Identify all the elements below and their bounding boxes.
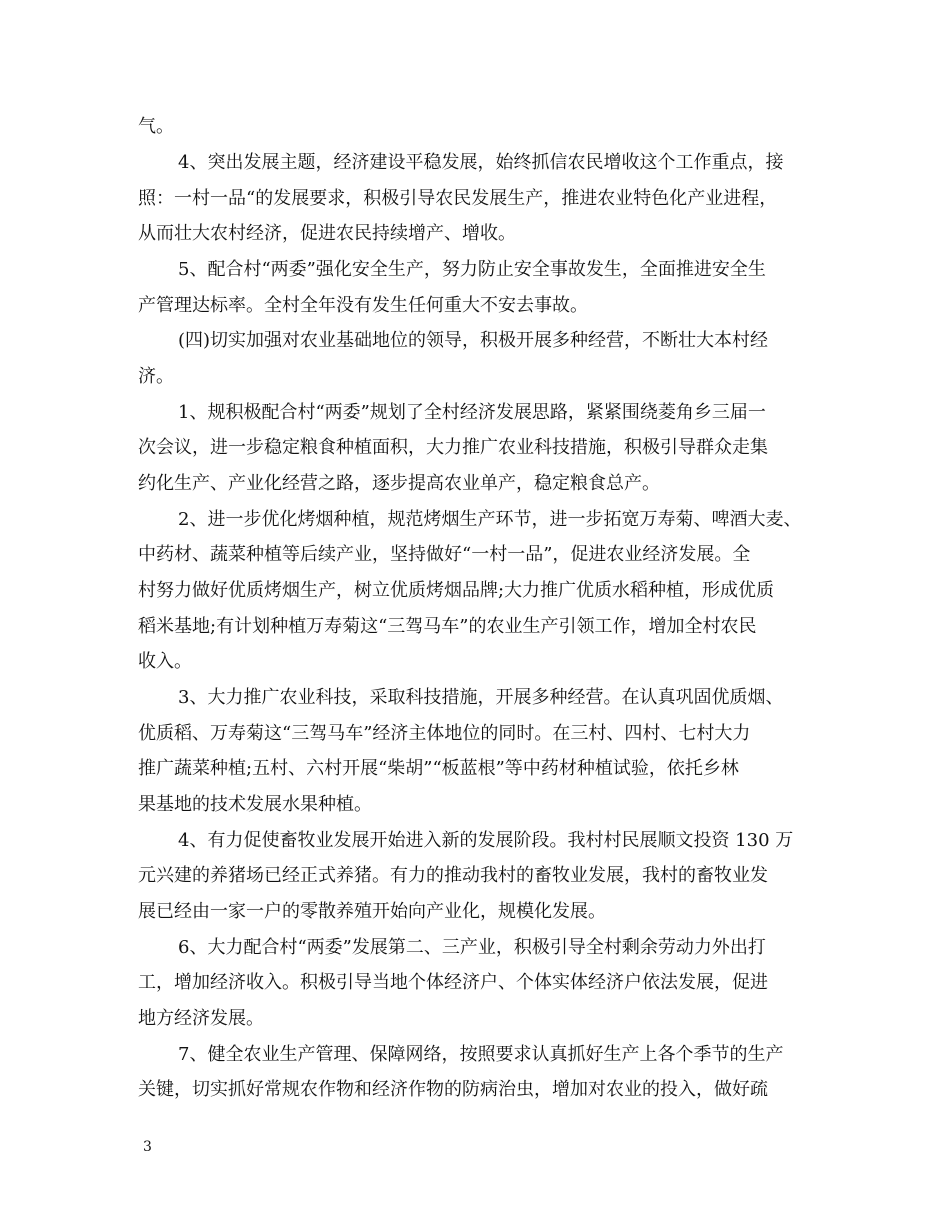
text-line: 济。 — [138, 366, 174, 387]
text-line: 3、大力推广农业科技，采取科技措施，开展多种经营。在认真巩固优质烟、 — [178, 687, 784, 708]
text-line: 次会议，进一步稳定粮食种植面积，大力推广农业科技措施，积极引导群众走集 — [138, 437, 768, 458]
text-line: 从而壮大农村经济，促进农民持续增产、增收。 — [138, 223, 516, 244]
text-line: 元兴建的养猪场已经正式养猪。有力的推动我村的畜牧业发展，我村的畜牧业发 — [138, 865, 768, 886]
text-line: 果基地的技术发展水果种植。 — [138, 794, 372, 815]
text-line: 稻米基地;有计划种植万寿菊这“三驾马车”的农业生产引领工作，增加全村农民 — [138, 616, 757, 637]
text-line: 展已经由一家一户的零散养殖开始向产业化，规模化发展。 — [138, 901, 606, 922]
text-line: 优质稻、万寿菊这“三驾马车”经济主体地位的同时。在三村、四村、七村大力 — [138, 723, 751, 744]
text-line: 产管理达标率。全村全年没有发生任何重大不安去事故。 — [138, 295, 588, 316]
text-line: 村努力做好优质烤烟生产，树立优质烤烟品牌;大力推广优质水稻种植，形成优质 — [138, 580, 775, 601]
text-line: 推广蔬菜种植;五村、六村开展“柴胡”“板蓝根”等中药材种植试验，依托乡林 — [138, 758, 739, 779]
text-line: 1、规积极配合村“两委”规划了全村经济发展思路，紧紧围绕菱角乡三届一 — [178, 402, 766, 423]
text-line: 照：一村一品“的发展要求，积极引导农民发展生产，推进农业特色化产业进程， — [138, 188, 778, 209]
text-line: 2、进一步优化烤烟种植，规范烤烟生产环节，进一步拓宽万寿菊、啤酒大麦、 — [178, 509, 802, 530]
text-line: 地方经济发展。 — [138, 1008, 264, 1029]
text-line: 气。 — [138, 116, 174, 137]
text-line: 约化生产、产业化经营之路，逐步提高农业单产，稳定粮食总产。 — [138, 473, 660, 494]
text-line: 7、健全农业生产管理、保障网络，按照要求认真抓好生产上各个季节的生产 — [178, 1044, 784, 1065]
text-line: 6、大力配合村“两委”发展第二、三产业，积极引导全村剩余劳动力外出打 — [178, 937, 766, 958]
text-line: 工，增加经济收入。积极引导当地个体经济户、个体实体经济户依法发展，促进 — [138, 972, 768, 993]
text-line: 中药材、蔬菜种植等后续产业，坚持做好“一村一品”，促进农业经济发展。全 — [138, 544, 751, 565]
text-line: 5、配合村“两委”强化安全生产，努力防止安全事故发生，全面推进安全生 — [178, 259, 766, 280]
page-number: 3 — [143, 1139, 152, 1155]
text-line: 关键，切实抓好常规农作物和经济作物的防病治虫，增加对农业的投入，做好疏 — [138, 1079, 768, 1100]
text-line: (四)切实加强对农业基础地位的领导，积极开展多种经营，不断壮大本村经 — [178, 330, 769, 351]
text-line: 4、突出发展主题，经济建设平稳发展，始终抓信农民增收这个工作重点，接 — [178, 152, 784, 173]
text-line: 4、有力促使畜牧业发展开始进入新的发展阶段。我村村民展顺文投资 130 万 — [178, 830, 794, 851]
text-line: 收入。 — [138, 651, 192, 672]
